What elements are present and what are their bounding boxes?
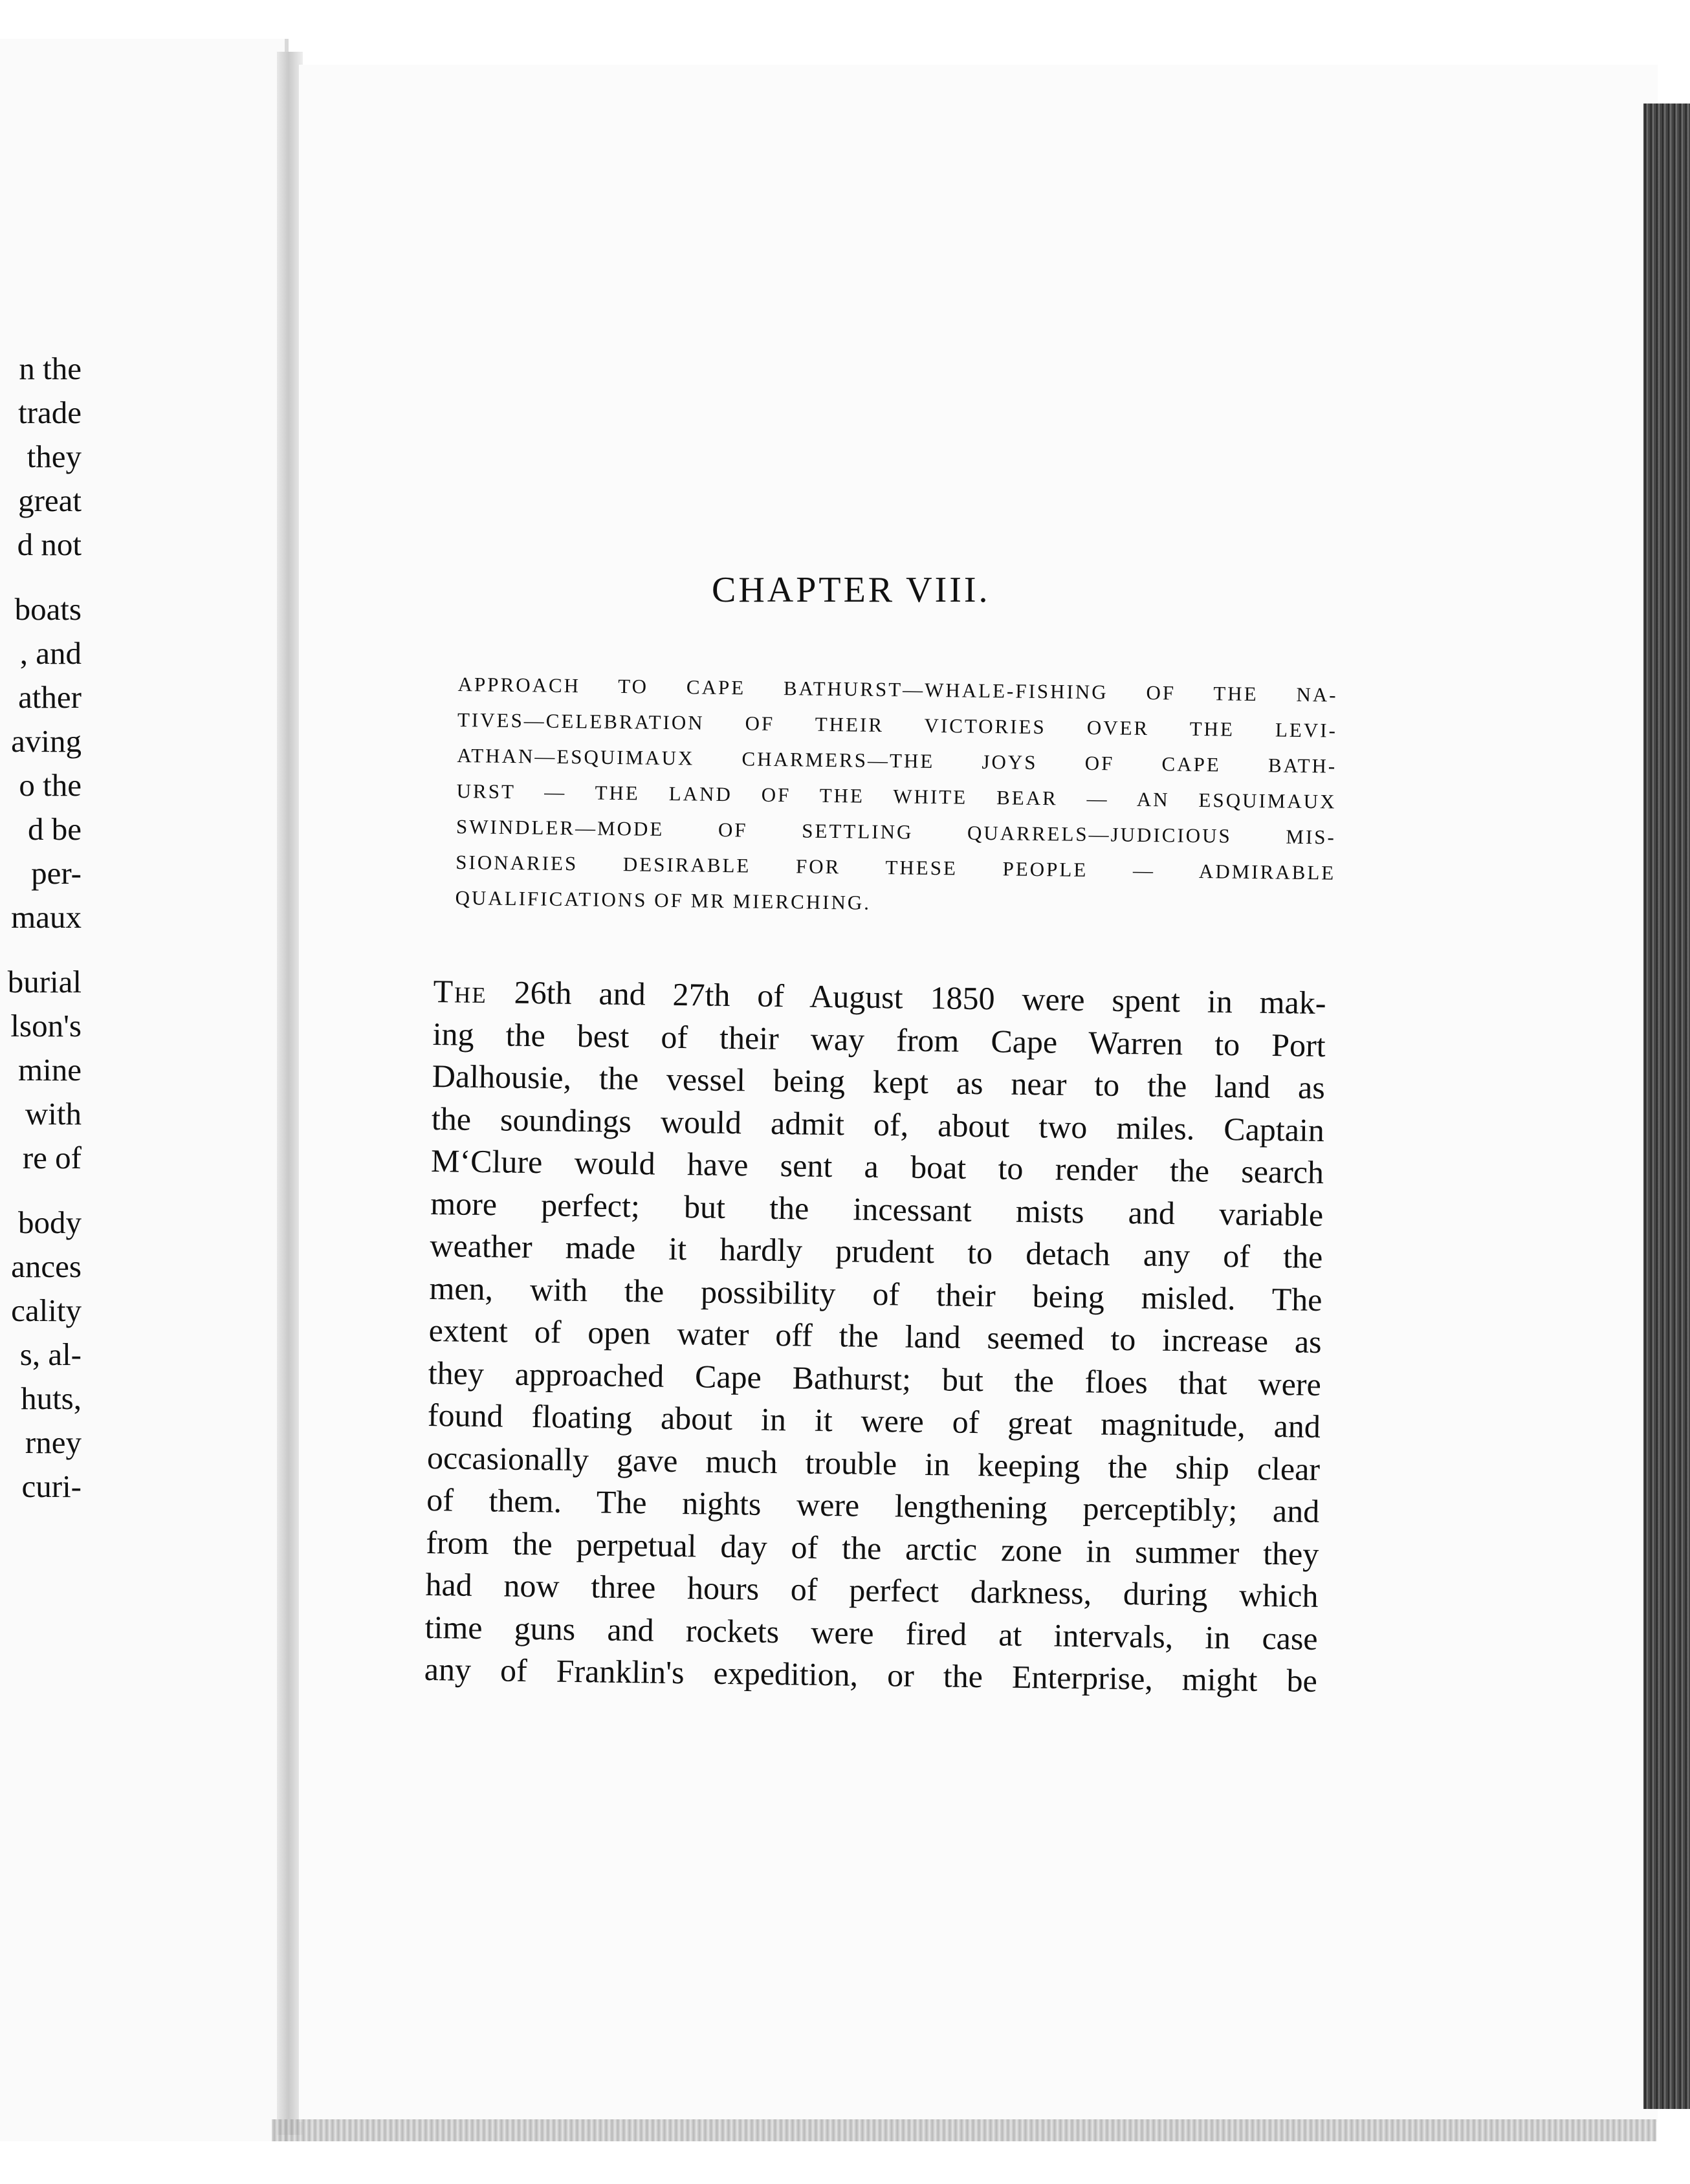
left-line: trade (18, 395, 82, 430)
summary-line: APPROACH TO CAPE BATHURST—WHALE-FISHING OF THE NA- (457, 672, 1338, 706)
left-page-text (0, 347, 82, 1509)
left-line: s, al- (19, 1337, 82, 1372)
left-line: rney (25, 1425, 82, 1460)
summary-line: QUALIFICATIONS OF MR MIERCHING. (455, 886, 872, 914)
left-line: ather (18, 679, 82, 715)
summary-line: URST — THE LAND OF THE WHITE BEAR — AN ESQUIMAUX (456, 779, 1337, 813)
body-line: found floating about in it were of great magnitude, and (427, 1396, 1321, 1445)
left-line: o the (19, 767, 82, 803)
left-line: d not (17, 527, 82, 562)
paragraph-gap (0, 939, 82, 960)
book-page-edges (1643, 104, 1690, 2109)
body-line: from the perpetual day of the arctic zone in summer they (426, 1523, 1319, 1572)
paragraph-gap (0, 1180, 82, 1201)
body-line: any of Franklin's expedition, or the Enterprise, might be (424, 1650, 1318, 1699)
body-line: occasionally gave much trouble in keeping the ship clear (426, 1439, 1321, 1487)
chapter-summary (455, 666, 1338, 926)
left-line: maux (11, 899, 82, 935)
left-line: d be (28, 811, 82, 847)
left-line: lson's (10, 1008, 82, 1043)
left-line: boats (14, 591, 82, 627)
bottom-page-edge (272, 2119, 1656, 2141)
left-line: huts, (21, 1381, 82, 1416)
body-paragraph (424, 970, 1326, 1702)
left-line: curi- (21, 1469, 82, 1504)
body-line: weather made it hardly prudent to detach any of the (430, 1227, 1323, 1276)
body-line: M‘Clure would have sent a boat to render the search (430, 1142, 1324, 1191)
summary-line: ATHAN—ESQUIMAUX CHARMERS—THE JOYS OF CAPE BATH- (457, 743, 1337, 778)
body-line: they approached Cape Bathurst; but the floes that were (428, 1354, 1322, 1403)
body-line: time guns and rockets were fired at intervals, in case (424, 1608, 1318, 1657)
body-line: ing the best of their way from Cape Warren to Port (432, 1015, 1326, 1064)
left-line: burial (7, 964, 82, 999)
body-line: extent of open water off the land seemed to increase as (428, 1311, 1322, 1360)
chapter-title: CHAPTER VIII. (712, 570, 991, 610)
body-line: of them. The nights were lengthening perceptibly; and (426, 1481, 1320, 1529)
left-line: they (27, 439, 82, 474)
left-line: body (18, 1205, 82, 1240)
summary-line: SIONARIES DESIRABLE FOR THESE PEOPLE — ADMIRABLE (455, 850, 1336, 884)
left-line: cality (11, 1293, 82, 1328)
left-line: n the (19, 351, 82, 386)
body-line: Dalhousie, the vessel being kept as near to the land as (432, 1057, 1326, 1106)
left-line: with (25, 1096, 82, 1131)
paragraph-gap (0, 567, 82, 587)
first-line-text: 26th and 27th of August 1850 were spent in mak- (514, 974, 1326, 1021)
opening-word: The (433, 972, 488, 1010)
summary-line: SWINDLER—MODE OF SETTLING QUARRELS—JUDICIOUS MIS- (455, 814, 1337, 849)
body-line: had now three hours of perfect darkness, during which (425, 1566, 1319, 1614)
body-line: the soundings would admit of, about two miles. Captain (431, 1100, 1325, 1148)
left-line: aving (11, 723, 82, 759)
left-line: mine (18, 1052, 82, 1087)
left-line: ances (11, 1249, 82, 1284)
left-line: re of (22, 1140, 82, 1175)
left-line: , and (19, 635, 82, 671)
body-line: more perfect; but the incessant mists and variable (430, 1185, 1324, 1233)
summary-line: TIVES—CELEBRATION OF THEIR VICTORIES OVER THE LEVI- (457, 708, 1338, 742)
left-line: per- (31, 855, 82, 891)
left-line: great (18, 483, 82, 518)
body-line: men, with the possibility of their being misled. The (429, 1269, 1322, 1318)
